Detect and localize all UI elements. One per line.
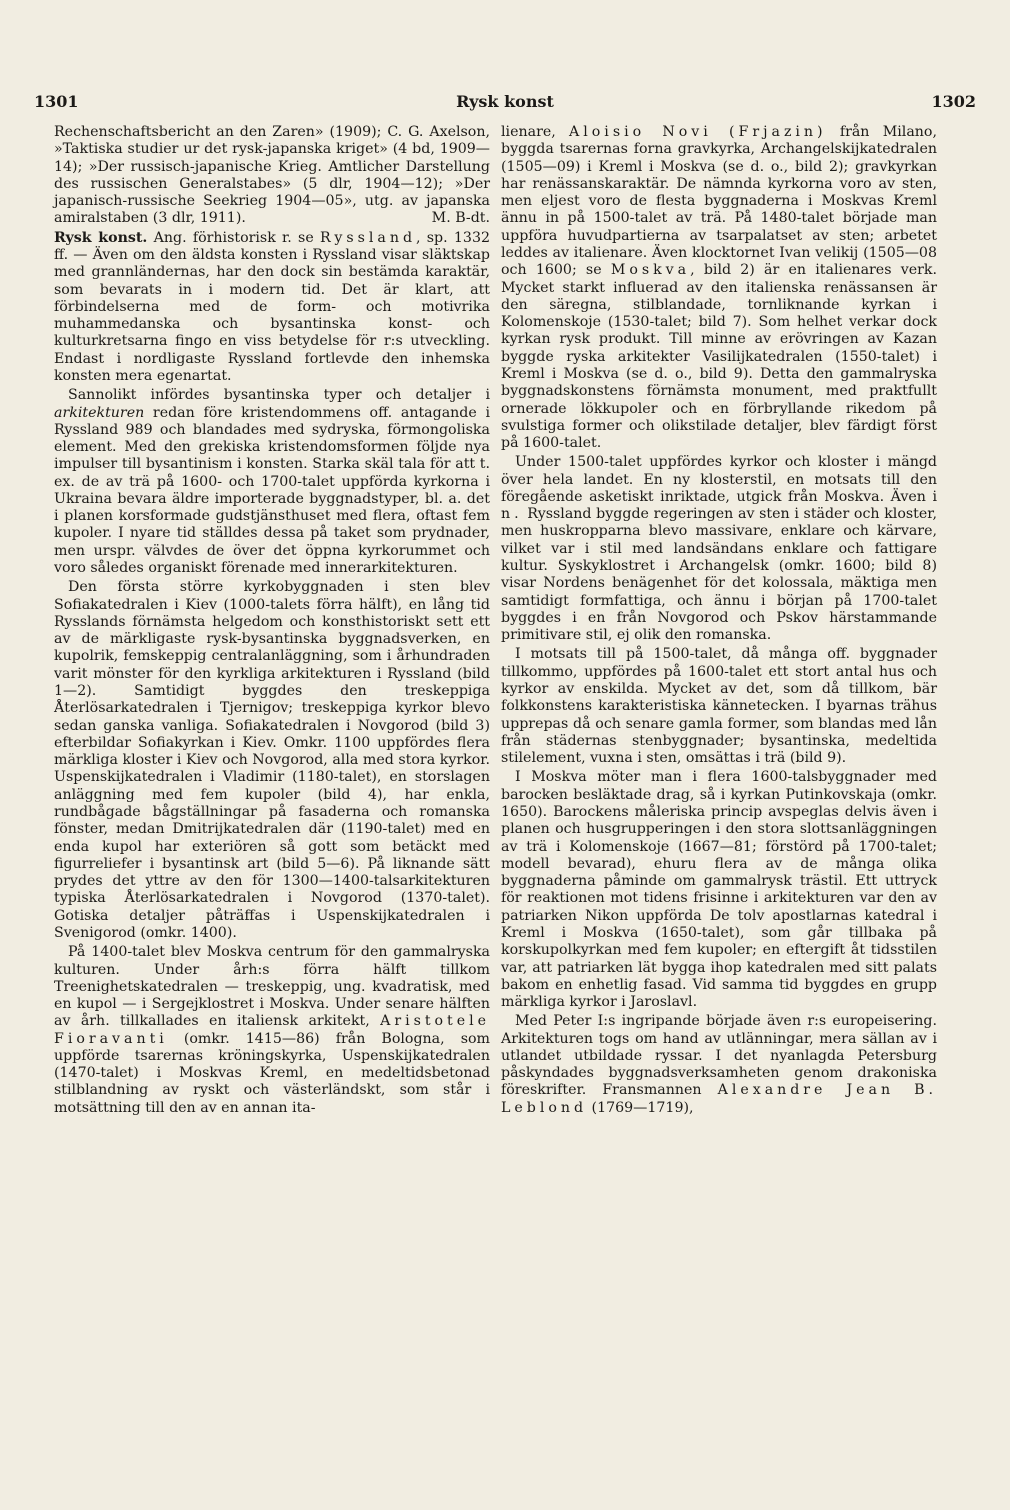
right-page-number: 1302 bbox=[931, 92, 976, 111]
peter-text-a: Med Peter I:s ingripande började även r:s europeisering. Arkitekturen togs om hand av utlänningar, mera sällan av i utlandet utbildade ryssar. I det nyanlagda Petersburg påskyndades byggnadsverksamheten genom drakoniska föreskrifter. Fransmannen bbox=[501, 1013, 937, 1099]
continuation-text-a: lienare, bbox=[501, 124, 570, 140]
folk-art-paragraph: I motsats till på 1500-talet, då många off. byggnader tillkommo, uppfördes på 1600-talet ett stort antal hus och kyrkor av enskilda. Mycket av det, som då tillkom, bär folkkonstens karakteristiska kännetecken. I byarnas trähus upprepas då och senare gamla former, som blandas med lån från städernas stenbyggnader; bysantinska, medeltida stilelement, vuxna i sten, omsättas i trä (bild 9). bbox=[501, 646, 937, 767]
article-headword: Rysk konst. bbox=[54, 229, 148, 246]
author-signature: M. B-dt. bbox=[431, 210, 490, 227]
running-title: Rysk konst bbox=[456, 92, 554, 111]
monastery-text-b: Ryssland byggde regeringen av sten i städer och kloster, men huskropparna blevo massivare, enklare och kärvare, vilket var i stil med landsändans enklare och fattigare kultur. Syskyklostret i Archangelsk (omkr. 1600; bild 8) visar Nordens benägenhet för det kolossala, mäktiga men samtidigt formfattiga, och ännu i början på 1700-talet byggdes i en från Novgorod och Pskov härstammande primitivare stil, ej olik den romanska. bbox=[501, 506, 937, 644]
article-intro-paragraph bbox=[54, 230, 490, 386]
architect-name-leblond: Alexandre Jean B. Leblond bbox=[501, 1082, 937, 1116]
sofia-cathedral-paragraph: Den första större kyrkobyggnaden i sten blev Sofiakatedralen i Kiev (1000-talets förra hälft), en lång tid Rysslands förnämsta helgedom och konsthistoriskt sett ett av de märkligaste rysk-bysantinska byggnadsverken, en kupolrik, femskeppig centralanläggning, som i århundraden varit mönster för den kyrkliga arkitekturen i Ryssland (bild 1—2). Samtidigt byggdes den treskeppiga Återlösarkatedralen i Tjernigov; treskeppiga kyrkor blevo sedan ganska vanliga. Sofiakatedralen i Novgorod (bild 3) efterbildar Sofiakyrkan i Kiev. Omkr. 1100 uppfördes flera märkliga kloster i Kiev och Novgorod, alla med stora kyrkor. Uspenskijkatedralen i Vladimir (1180-talet), en storslagen anläggning med fem kupoler (bild 4), har enkla, rundbågade bågställningar på fasaderna och romanska fönster, medan Dmitrijkatedralen där (1190-talet) med en enda kupol har exteriören så gott som betäckt med figurreliefer i bysantinsk art (bild 5—6). På liknande sätt prydes det yttre av den för 1300—1400-talsarkitekturen typiska Återlösarkatedralen i Novgorod (1370-talet). Gotiska detaljer påträffas i Uspenskijkatedralen i Svenigorod (omkr. 1400). bbox=[54, 579, 490, 941]
architecture-term: arkitekturen bbox=[54, 404, 145, 421]
peter-paragraph bbox=[501, 1013, 937, 1117]
moscow-text-a: På 1400-talet blev Moskva centrum för den gammalryska kulturen. Under årh:s förra hälft tillkom Treenighetskatedralen — treskeppig, ung. kvadratisk, med en kupol — i Sergejklostret i Moskva. Under senare hälften av årh. tillkallades en italiensk arkitekt, bbox=[54, 944, 490, 1030]
continuation-paragraph bbox=[501, 124, 937, 452]
architecture-text-b: redan före kristendommens off. antagande i Ryssland 989 och blandades med sydryska, förmongoliska element. Med den grekiska kristendomsformen följde nya impulser till bysantinism i konsten. Starka skäl tala för att t. ex. de av trä på 1600- och 1700-talet uppförda kyrkorna i Ukraina bevara äldre importerade byggnadstyper, bl. a. det i planen korsformade gudstjänsthuset med flera, oftast fem kupoler. I nyare tid ställdes dessa på taket som prydnader, men urspr. välvdes de över det öppna kyrkorummet och voro således organiskt förenade med innerarkitekturen. bbox=[54, 404, 490, 577]
moscow-paragraph bbox=[54, 944, 490, 1117]
right-column bbox=[501, 124, 937, 1119]
architecture-paragraph bbox=[54, 387, 490, 577]
left-column bbox=[54, 124, 490, 1119]
continuation-text-b: från Milano, byggda tsarernas forna gravkyrka, Archangelskijkatedralen (1505—09) i Kreml i Moskva (se d. o., bild 2); gravkyrkan har renässanskaraktär. De nämnda kyrkorna voro av sten, men eljest voro de flesta byggnaderna i Moskvas Kreml ännu in på 1500-talet av trä. På 1480-talet började man uppföra huvudpartierna av tsarpalatset av sten; arbetet leddes av italienare. Även klocktornet Ivan velikij (1505—08 och 1600; se bbox=[501, 124, 937, 279]
bibliography-paragraph bbox=[54, 124, 490, 228]
peter-text-b: (1769—1719), bbox=[587, 1099, 694, 1116]
architecture-text-a: Sannolikt infördes bysantinska typer och detaljer i bbox=[68, 387, 490, 404]
continuation-text-c: , bild 2) är en italienares verk. Mycket starkt influerad av den italienska renässansen är den säregna, stilblandade, tornliknande kyrkan i Kolomenskoje (1530-talet; bild 7). Som helhet verkar dock kyrkan rysk produkt. Till minne av erövringen av Kazan byggde ryska arkitekter Vasilijkatedralen (1550-talet) i Kreml i Moskva (se d. o., bild 9). Detta den gammalryska byggnadskonstens förnämsta monument, med praktfullt ornerade lökkupoler och en förbryllande rikedom på svulstiga former och olikstilade detaljer, blev färdigt först på 1600-talet. bbox=[501, 262, 937, 452]
page-header bbox=[34, 92, 976, 116]
architect-name-novi: Aloisio Novi (Frjazin) bbox=[569, 124, 827, 140]
cross-reference-ryssland: Ryssland bbox=[319, 229, 417, 246]
intro-text-b: , sp. 1332 ff. — Även om den äldsta konsten i Ryssland visar släktskap med grannländernas, har den dock sin bestämda karaktär, som bevarats in i modern tid. Det är klart, att förbindelserna med de form- och motivrika muhammedanska och bysantinska konst- och kulturkretsarna fingo en viss betydelse för r:s utveckling. Endast i nordligaste Ryssland fortlevde den inhemska konsten mera egenartat. bbox=[54, 229, 490, 384]
intro-text-a: Ang. förhistorisk r. se bbox=[147, 229, 320, 246]
left-page-number: 1301 bbox=[34, 92, 79, 111]
moscow-text-b: (omkr. 1415—86) från Bologna, som uppförde tsarernas kröningskyrka, Uspenskijkatedralen (1470-talet) i Moskvas Kreml, en medeltidsbetonad stilblandning av ryskt och västerländskt, som står i motsättning till den av en annan ita- bbox=[54, 1030, 490, 1116]
architect-name-fioravanti: Aristotele Fioravanti bbox=[54, 1013, 490, 1047]
bibliography-text: Rechenschaftsbericht an den Zaren» (1909); C. G. Axelson, »Taktiska studier ur det rysk-japanska kriget» (4 bd, 1909—14); »Der russisch-japanische Krieg. Amtlicher Darstellung des russischen Generalstabes» (5 dlr, 1904—12); »Der japanisch-russische Seekrieg 1904—05», utg. av japanska amiralstaben (3 dlr, 1911). bbox=[54, 124, 490, 227]
cross-reference-moskva: Moskva bbox=[610, 262, 691, 279]
abbrev-norra: n. bbox=[501, 506, 523, 523]
baroque-paragraph: I Moskva möter man i flera 1600-talsbyggnader med barocken besläktade drag, så i kyrkan Putinkovskaja (omkr. 1650). Barockens måleriska princip avspeglas delvis även i planen och husgrupperingen i den stora slottsanläggningen av trä i Kolomenskoje (1667—81; förstörd på 1700-talet; modell bevarad), ehuru flera av de många olika byggnaderna påminde om gammalrysk trästil. Ett uttryck för reaktionen mot tidens frisinne i arkitekturen var den av patriarken Nikon uppförda De tolv apostlarnas katedral i Kreml i Moskva (1650-talet), som går tillbaka på korskupolkyrkan med fem kupoler; en eftergift åt tidsstilen var, att patriarken lät bygga ihop katedralen med sitt palats bakom en enhetlig fasad. Vid samma tid byggdes en grupp märkliga kyrkor i Jaroslavl. bbox=[501, 769, 937, 1011]
monastery-text-a: Under 1500-talet uppfördes kyrkor och kloster i mängd över hela landet. En ny klosterstil, en motsats till den föregående asketiskt inriktade, utgick från Moskva. Även i bbox=[501, 454, 937, 505]
monastery-paragraph bbox=[501, 454, 937, 644]
